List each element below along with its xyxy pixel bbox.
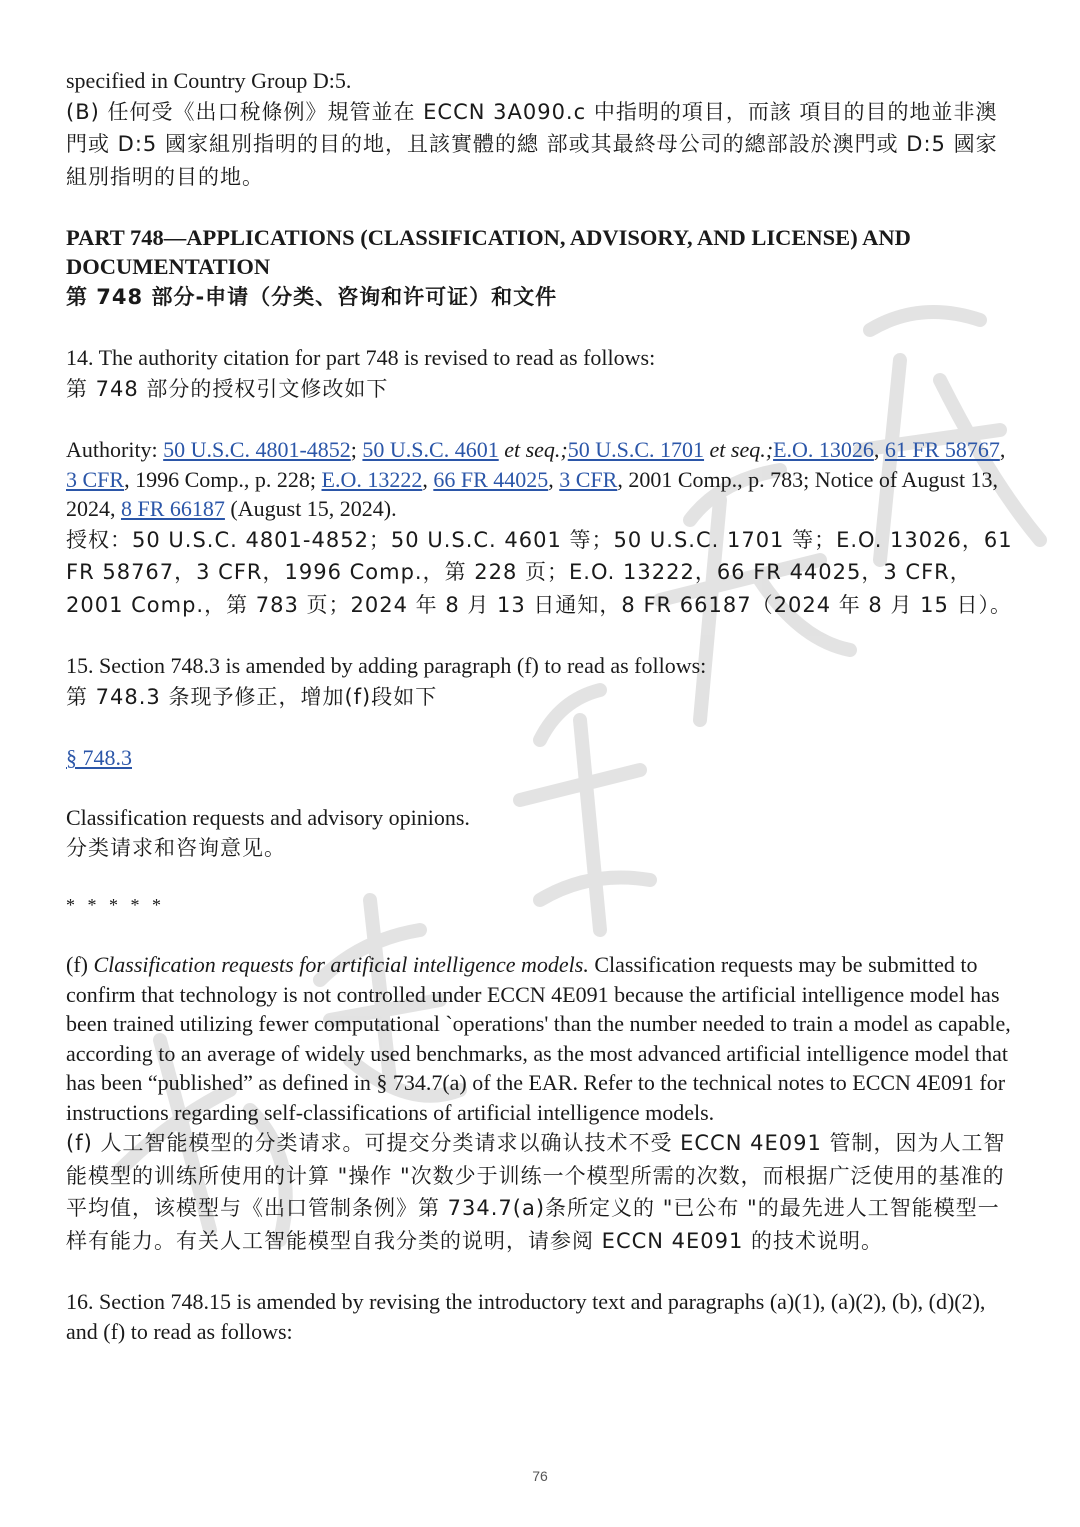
section-title: Classification requests and advisory opinions. <box>66 804 470 830</box>
citation-link[interactable]: 3 CFR <box>559 466 618 492</box>
citation-link[interactable]: 3 CFR <box>66 466 125 492</box>
citation-link[interactable]: E.O. 13026 <box>773 437 874 462</box>
citation-link[interactable]: 50 U.S.C. 4601 <box>362 437 499 462</box>
authority-label: Authority: <box>66 437 164 462</box>
paragraph-f: (f) Classification requests for artificial intelligence models. Classification requests may be submitted to confirm that technology is not controlled under ECCN 4E091 because the artificial intelligence model has been trained utilizing fewer computational `operations' than the number needed to train a model as capable, according to an average of widely used benchmarks, as the most advanced artificial intelligence model that has been “published” as defined in § 734.7(a) of the EAR. Refer to the technical notes to ECCN 4E091 for instructions regarding self-classifications of artificial intelligence models. <box>66 952 1011 1125</box>
citation-link[interactable]: 50 U.S.C. 4801-4852 <box>163 437 351 462</box>
item-15: 15. Section 748.3 is amended by adding paragraph (f) to read as follows: <box>66 653 707 678</box>
paragraph-b-continuation: specified in Country Group D:5. <box>66 68 352 93</box>
citation-link[interactable]: E.O. 13222 <box>321 466 423 492</box>
item-15-chinese: 第 748.3 条现予修正，增加(f)段如下 <box>66 684 438 709</box>
page-number: 76 <box>532 1468 548 1484</box>
part-heading-chinese: 第 748 部分-申请（分类、咨询和许可证）和文件 <box>66 285 558 309</box>
item-16: 16. Section 748.15 is amended by revising the introductory text and paragraphs (a)(1), (a)(2), (b), (d)(2), and (f) to read as follows: <box>66 1289 986 1344</box>
authority-citation: Authority: 50 U.S.C. 4801-4852; 50 U.S.C. 4601 et seq.;50 U.S.C. 1701 et seq.;E.O. 13026, 61 FR 58767, 3 CFR, 1996 Comp., p. 228; E.O. 13222, 66 FR 44025, 3 CFR, 2001 Comp., p. 783; Notice of August 13, 2024, 8 FR 66187 (August 15, 2024). <box>66 437 1006 521</box>
section-link[interactable]: § 748.3 <box>66 745 132 770</box>
item-14: 14. The authority citation for part 748 is revised to read as follows: <box>66 345 656 370</box>
authority-citation-chinese: 授权：50 U.S.C. 4801-4852；50 U.S.C. 4601 等；50 U.S.C. 1701 等；E.O. 13026，61 FR 58767，3 CFR，1996 Comp.，第 228 页；E.O. 13222，66 FR 44025，3 CFR，2001 Comp.，第 783 页；2024 年 8 月 13 日通知，8 FR 66187（2024 年 8 月 15 日）。 <box>66 527 1013 617</box>
paragraph-f-chinese: (f) 人工智能模型的分类请求。可提交分类请求以确认技术不受 ECCN 4E091 管制，因为人工智能模型的训练所使用的计算 "操作 "次数少于训练一个模型所需的次数，而根据广泛使用的基准的平均值，该模型与《出口管制条例》第 734.7(a)条所定义的 "已公布 "的最先进人工智能模型一样有能力。有关人工智能模型自我分类的说明，请参阅 ECCN 4E091 的技术说明。 <box>66 1131 1006 1253</box>
document-page <box>66 66 1016 1346</box>
item-14-chinese: 第 748 部分的授权引文修改如下 <box>66 376 389 401</box>
omission-stars: * * * * * <box>66 894 165 915</box>
citation-link[interactable]: 50 U.S.C. 1701 <box>567 437 705 462</box>
paragraph-f-title: Classification requests for artificial intelligence models. <box>93 952 589 977</box>
citation-link[interactable]: 66 FR 44025 <box>433 466 549 492</box>
paragraph-f-body: Classification requests may be submitted to confirm that technology is not controlled under ECCN 4E091 because the artificial intelligence model has been trained utilizing fewer computational `operations' than the number needed to train a model as capable, according to an average of widely used benchmarks, as the most advanced artificial intelligence model that has been “published” as defined in § 734.7(a) of the EAR. Refer to the technical notes to ECCN 4E091 for instructions regarding self-classifications of artificial intelligence models. <box>66 952 1011 1125</box>
part-heading: PART 748—APPLICATIONS (CLASSIFICATION, ADVISORY, AND LICENSE) AND DOCUMENTATION <box>66 225 911 279</box>
citation-link[interactable]: 8 FR 66187 <box>121 496 225 521</box>
paragraph-b-chinese: (B) 任何受《出口稅條例》規管並在 ECCN 3A090.c 中指明的項目，而該 項目的目的地並非澳門或 D:5 國家組別指明的目的地，且該實體的總 部或其最終母公司的總部設於澳門或 D:5 國家組別指明的目的地。 <box>66 99 998 189</box>
section-title-chinese: 分类请求和咨询意见。 <box>66 836 286 860</box>
citation-link[interactable]: 61 FR 58767 <box>884 437 1000 462</box>
